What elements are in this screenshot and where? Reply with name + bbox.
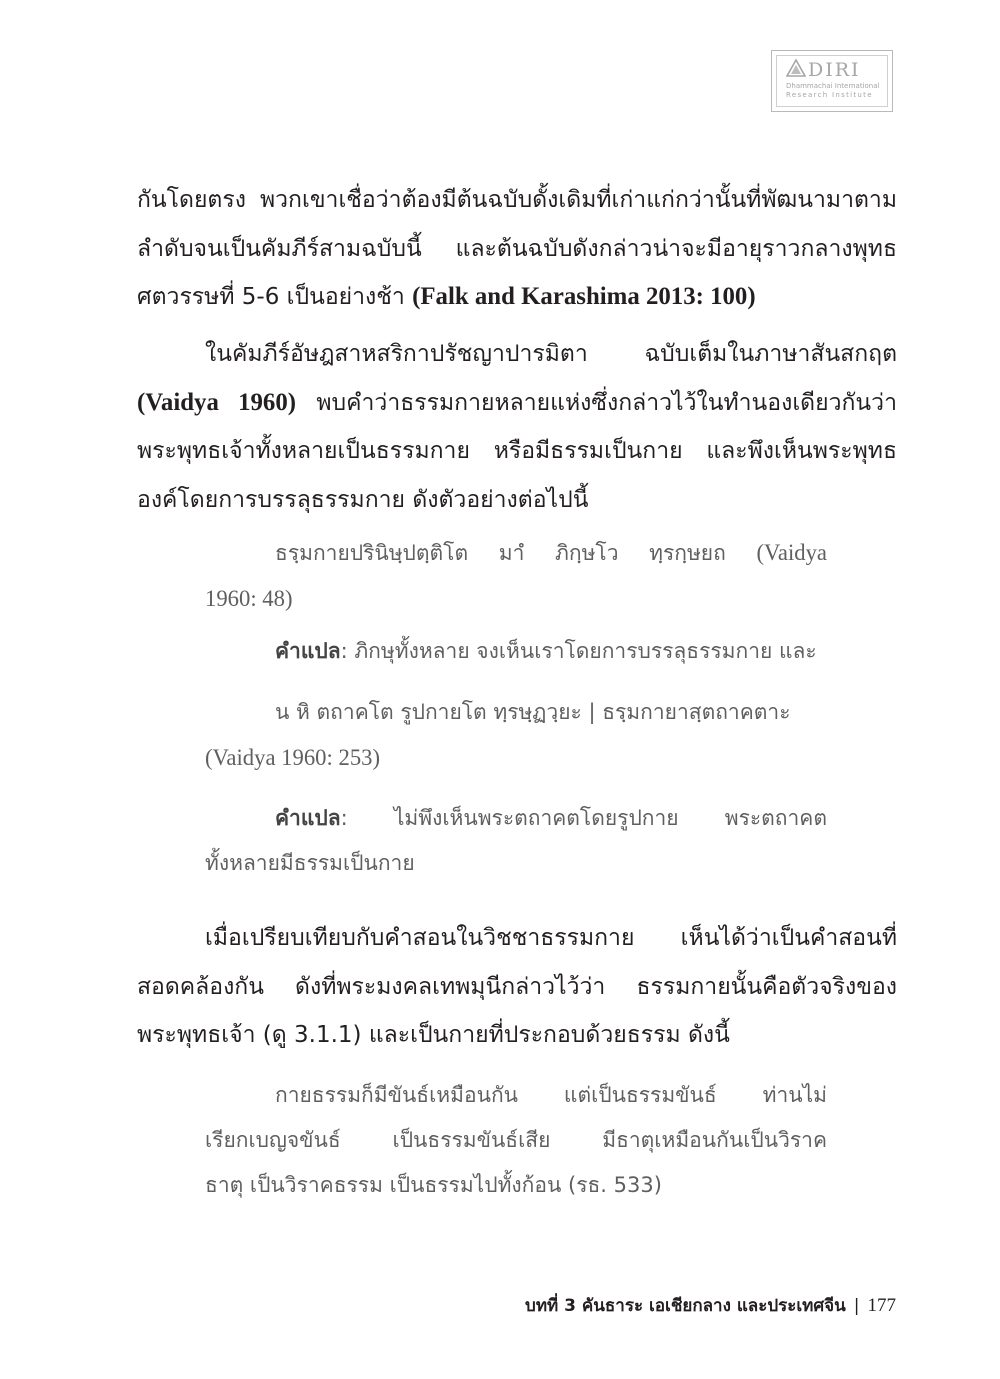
sanskrit-quote-1-line-1	[205, 530, 827, 576]
paragraph-3	[137, 914, 897, 1060]
translation-1-line	[205, 629, 827, 674]
translation-2	[205, 796, 827, 886]
translation-1-label: คำแปล	[275, 639, 341, 663]
logo-name: DIRI	[808, 59, 861, 81]
translation-2-line-1	[205, 796, 827, 841]
translation-1-text: : ภิกษุทั้งหลาย จงเห็นเราโดยการบรรลุธรรมกาย และ	[340, 639, 817, 663]
translation-2-line-2: ทั้งหลายมีธรรมเป็นกาย	[205, 851, 415, 875]
paragraph-2	[137, 330, 897, 524]
translation-2-text: : ไม่พึงเห็นพระตถาคตโดยรูปกาย พระตถาคต	[340, 806, 827, 830]
logo-line-1: Dhammachai International	[786, 82, 880, 90]
sanskrit-quote-2-line-1: น หิ ตถาคโต รูปกายโต ทฺรษฺฏวฺยะ | ธรฺมกายาสฺตถาคตาะ	[275, 700, 791, 724]
sanskrit-quote-1-text: ธรฺมกายปรินิษฺปตฺติโต มาํ ภิกฺษโว ทฺรกฺษยถ	[275, 541, 757, 565]
sanskrit-quote-1	[205, 530, 827, 621]
dhammakaya-quote-line-2: เรียกเบญจขันธ์ เป็นธรรมขันธ์เสีย มีธาตุเหมือนกันเป็นวิราค	[205, 1128, 827, 1152]
sanskrit-quote-1-citation-start: (Vaidya	[756, 540, 827, 565]
paragraph-3-line-2: สอดคล้องกัน ดังที่พระมงคลเทพมุนีกล่าวไว้ว่า ธรรมกายนั้นคือตัวจริงของ	[137, 973, 897, 1000]
translation-1	[205, 629, 827, 674]
sanskrit-quote-2-citation: (Vaidya 1960: 253)	[205, 745, 381, 770]
paragraph-2-line-2	[137, 379, 897, 428]
sanskrit-quote-1-citation-end: 1960: 48)	[205, 586, 293, 611]
logo-line-2: Research Institute	[786, 91, 873, 99]
triangle-logo-icon	[786, 59, 806, 77]
paragraph-2-line-3: พระพุทธเจ้าทั้งหลายเป็นธรรมกาย หรือมีธรรมเป็นกาย และพึงเห็นพระพุทธ	[137, 438, 897, 464]
chapter-title: บทที่ 3 คันธาระ เอเชียกลาง และประเทศจีน	[525, 1296, 846, 1316]
dhammakaya-quote-line-3: ธาตุ เป็นวิราคธรรม เป็นธรรมไปทั้งก้อน (รธ. 533)	[205, 1173, 662, 1197]
translation-2-label: คำแปล	[275, 806, 341, 830]
citation-falk-karashima: (Falk and Karashima 2013: 100)	[412, 283, 756, 310]
paragraph-1-line-2: ลำดับจนเป็นคัมภีร์สามฉบับนี้ และต้นฉบับดังกล่าวน่าจะมีอายุราวกลางพุทธ	[137, 235, 897, 262]
paragraph-2-line-4: องค์โดยการบรรลุธรรมกาย ดังตัวอย่างต่อไปนี้	[137, 486, 589, 513]
page-number: 177	[867, 1295, 896, 1316]
sanskrit-quote-2	[205, 690, 827, 780]
paragraph-1-line-3	[137, 273, 897, 322]
paragraph-1	[137, 176, 897, 322]
citation-vaidya-1960: (Vaidya 1960)	[137, 388, 297, 416]
paragraph-3-line-1: เมื่อเปรียบเทียบกับคำสอนในวิชชาธรรมกาย เห็นได้ว่าเป็นคำสอนที่	[205, 925, 897, 951]
paragraph-3-line-3: พระพุทธเจ้า (ดู 3.1.1) และเป็นกายที่ประกอบด้วยธรรม ดังนี้	[137, 1022, 730, 1048]
paragraph-1-line-1: กันโดยตรง พวกเขาเชื่อว่าต้องมีต้นฉบับดั้งเดิมที่เก่าแก่กว่านั้นที่พัฒนามาตาม	[137, 187, 897, 213]
paragraph-2-line-2-text: พบคำว่าธรรมกายหลายแห่งซึ่งกล่าวไว้ในทำนองเดียวกันว่า	[296, 389, 897, 416]
page-footer	[525, 1292, 896, 1319]
dhammakaya-quote-line-1: กายธรรมก็มีขันธ์เหมือนกัน แต่เป็นธรรมขันธ์ ท่านไม่	[275, 1083, 827, 1107]
diri-logo	[771, 50, 893, 112]
dhammakaya-quote	[205, 1073, 827, 1208]
paragraph-2-line-1: ในคัมภีร์อัษฎสาหสริกาปรัชญาปารมิตา ฉบับเต็มในภาษาสันสกฤต	[205, 341, 897, 367]
paragraph-1-line-3-text: ศตวรรษที่ 5-6 เป็นอย่างช้า	[137, 284, 413, 310]
footer-separator: |	[853, 1296, 860, 1316]
